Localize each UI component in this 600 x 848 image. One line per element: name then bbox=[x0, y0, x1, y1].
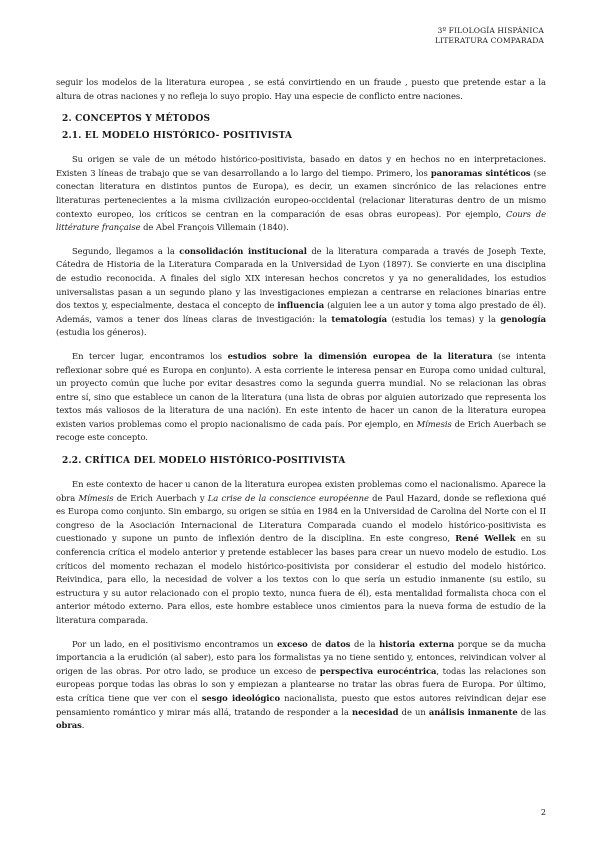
paragraph-positivism: Por un lado, en el positivismo encontramos un exceso de datos de la historia externa porque se da mucha importancia a la erudición (al saber), esto para los formalistas ya no tiene sentido y, entonces, reivindican volver al origen de las obras. Por otro lado, se produce un exceso de perspectiva eurocéntrica, todas las relaciones son europeas porque todas las obras lo son y empiezan a plantearse no tratar las obras fuera de Europa. Por último, esta crítica tiene que ver con el sesgo ideológico nacionalista, puesto que estos autores reivindican dejar ese pensamiento romántico y mirar más allá, tratando de responder a la necesidad de un análisis inmanente de las obras. bbox=[56, 638, 547, 731]
paragraph-third: En tercer lugar, encontramos los estudios sobre la dimensión europea de la literatura (se intenta reflexionar sobre qué es Europa en conjunto). A esta corriente le interesa pensar en Europa como unidad cultural, un proyecto común que luche por evitar desastres como la segunda guerra mundial. No se relacionan las obras entre sí, sino que establece un canon de la literatura (una lista de obras por alguien autorizado que representa los textos más valiosos de la literatura de una nación). En este intento de hacer un canon de la literatura europea existen varios problemas como el propio nacionalismo de cada país. Por ejemplo, en Mímesis de Erich Auerbach se recoge este concepto. bbox=[56, 350, 546, 443]
section-heading-2-1: 2.1. EL MODELO HISTÓRICO- POSITIVISTA bbox=[62, 131, 293, 142]
paragraph-second: Segundo, llegamos a la consolidación institucional de la literatura comparada a través de Joseph Texte, Cátedra de Historia de la Literatura Comparada en la Universidad de Lyon (1897). Se convierte en una disciplina de estudio reconocida. A finales del siglo XIX interesan hechos concretos y ya no generalidades, los estudios universalistas pasan a un segundo plano y las investigaciones empiezan a centrarse en relaciones binarias entre dos textos y, especialmente, destaca el concepto de influencia (alguien lee a un autor y toma algo prestado de él). Además, vamos a tener dos líneas claras de investigación: la tematología (estudia los temas) y la genología (estudia los géneros). bbox=[56, 245, 546, 338]
intro-paragraph: seguir los modelos de la literatura europea , se está convirtiendo en un fraude , puesto que pretende estar a la altura de otras naciones y no refleja lo suyo propio. Hay una especie de conflicto entre naciones. bbox=[56, 77, 546, 101]
header-course: 3º FILOLOGÍA HISPÁNICA bbox=[437, 26, 544, 35]
paragraph-critique: En este contexto de hacer u canon de la literatura europea existen problemas como el nacionalismo. Aparece la obra Mímesis de Erich Auerbach y La crise de la conscience européenne de Paul Hazard, donde se reflexiona qué es Europa como conjunto. Sin embargo, su origen se sitúa en 1984 en la Universidad de Carolina del Norte con el II congreso de la Asociación Internacional de Literatura Comparada cuando el modelo histórico-positivista es cuestionado y supone un punto de inflexión dentro de la disciplina. En este congreso, René Wellek en su conferencia crítica el modelo anterior y pretende establecer las bases para crear un nuevo modelo de estudio. Los críticos del momento rechazan el modelo histórico-positivista por considerar el estudio del modelo histórico. Reivindica, para ello, la necesidad de volver a los textos con lo que sería un estudio inmanente (su estilo, su estructura y su autor relacionado con el propio texto, nunca fuera de él), esta mentalidad formalista choca con el anterior método externo. Para ellos, este hombre establece unos cimientos para la nueva forma de estudio de la literatura comparada. bbox=[56, 479, 547, 625]
header-subject: LITERATURA COMPARADA bbox=[435, 36, 544, 45]
page-header bbox=[435, 26, 544, 46]
section-heading-2: 2. CONCEPTOS Y MÉTODOS bbox=[62, 114, 211, 125]
section-heading-2-2: 2.2. CRÍTICA DEL MODELO HISTÓRICO-POSITIVISTA bbox=[62, 456, 346, 467]
document-body bbox=[56, 76, 546, 733]
page-number: 2 bbox=[540, 808, 546, 817]
paragraph-origin: Su origen se vale de un método histórico-positivista, basado en datos y en hechos no en interpretaciones. Existen 3 líneas de trabajo que se van desarrollando a lo largo del tiempo. Primero, los panoramas sintéticos (se conectan literatura en distintos puntos de Europa), es decir, un examen sincrónico de las relaciones entre literaturas pertenecientes a la misma civilización europeo-occidental (relacionar literaturas dentro de un mismo contexto europeo, los críticos se centran en la comparación de esas obras europeas). Por ejemplo, Cours de littérature française de Abel François Villemain (1840). bbox=[56, 154, 546, 233]
